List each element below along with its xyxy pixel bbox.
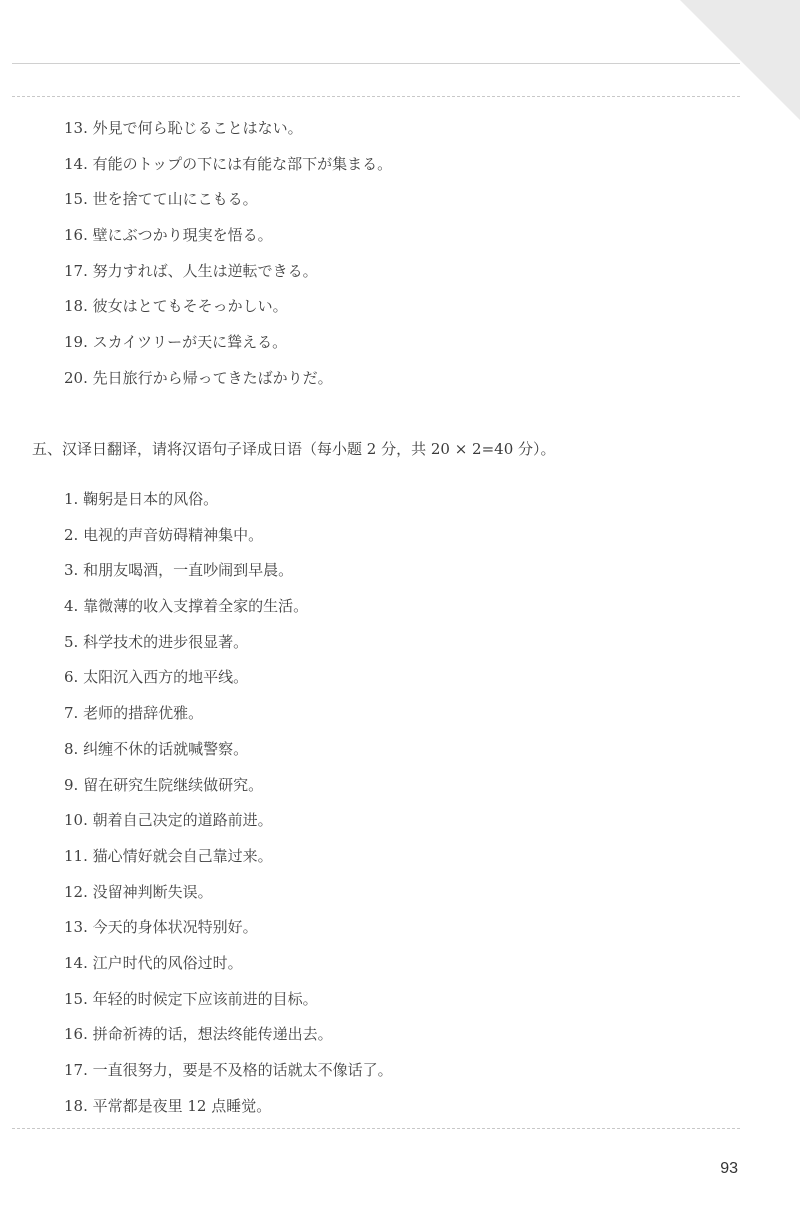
- list-item: 6. 太阳沉入西方的地平线。: [64, 668, 249, 687]
- list-item: 15. 世を捨てて山にこもる。: [64, 190, 258, 209]
- list-item: 11. 猫心情好就会自己靠过来。: [64, 846, 273, 865]
- list-item: 17. 努力すれば、人生は逆転できる。: [64, 261, 318, 280]
- list-item: 17. 一直很努力，要是不及格的话就太不像话了。: [64, 1061, 393, 1079]
- list-item: 18. 彼女はとてもそそっかしい。: [64, 297, 288, 316]
- header-rule: [12, 63, 740, 64]
- list-item: 8. 纠缠不休的话就喊警察。: [64, 739, 249, 758]
- list-item: 20. 先日旅行から帰ってきたばかりだ。: [64, 368, 333, 387]
- list-item: 14. 江户时代的风俗过时。: [64, 953, 243, 972]
- list-item: 2. 电视的声音妨碍精神集中。: [64, 525, 264, 544]
- list-item: 14. 有能のトップの下には有能な部下が集まる。: [64, 154, 393, 173]
- list-item: 4. 靠微薄的收入支撑着全家的生活。: [64, 597, 309, 616]
- list-item: 15. 年轻的时候定下应该前进的目标。: [64, 989, 318, 1008]
- list-item: 13. 今天的身体状况特别好。: [64, 918, 258, 937]
- list-item: 18. 平常都是夜里 12 点睡觉。: [64, 1096, 272, 1115]
- list-item: 19. スカイツリーが天に聳える。: [64, 333, 288, 352]
- list-item: 13. 外見で何ら恥じることはない。: [64, 119, 303, 137]
- list-item: 10. 朝着自己决定的道路前进。: [64, 811, 273, 830]
- footer-dotted-rule: [12, 1128, 740, 1129]
- list-item: 7. 老师的措辞优雅。: [64, 704, 204, 723]
- japanese-sentence-list: [0, 116, 720, 402]
- chinese-sentence-list: [0, 487, 720, 1129]
- list-item: 9. 留在研究生院继续做研究。: [64, 775, 264, 794]
- list-item: 1. 鞠躬是日本的风俗。: [64, 490, 219, 508]
- list-item: 16. 壁にぶつかり現実を悟る。: [64, 226, 273, 245]
- section-heading: 五、汉译日翻译，请将汉语句子译成日语（每小题 2 分，共 20 × 2=40 分）。: [32, 440, 556, 458]
- page-corner-shadow: [680, 0, 800, 120]
- list-item: 5. 科学技术的进步很显著。: [64, 632, 249, 651]
- list-item: 3. 和朋友喝酒，一直吵闹到早晨。: [64, 561, 294, 580]
- list-item: 16. 拼命祈祷的话，想法终能传递出去。: [64, 1025, 333, 1044]
- list-item: 12. 没留神判断失误。: [64, 882, 213, 901]
- page-number: 93: [720, 1160, 738, 1177]
- header-dotted-rule: [12, 96, 740, 97]
